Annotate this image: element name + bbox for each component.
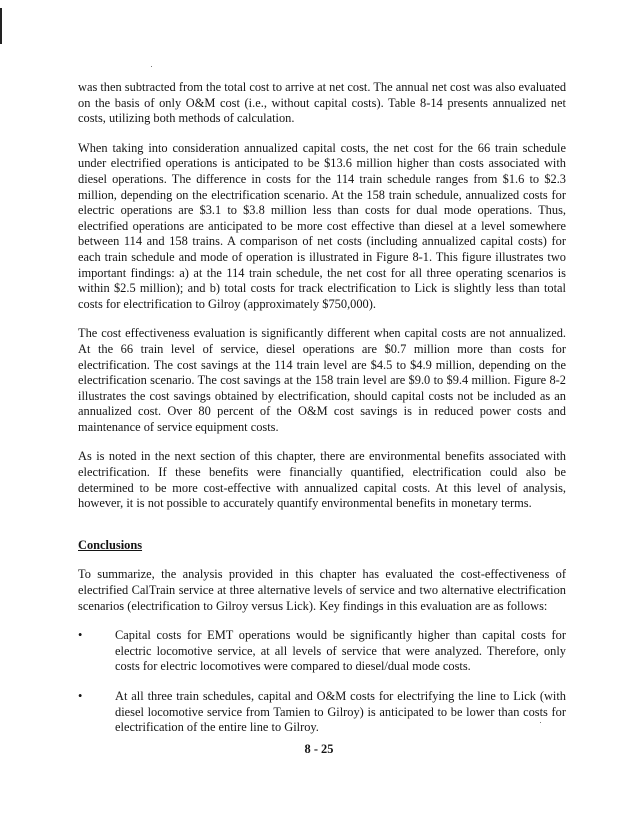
- body-paragraph: When taking into consideration annualized capital costs, the net cost for the 66 train schedule under electrified operations is anticipated to be $13.6 million higher than costs associated with diesel operations. The difference in costs for the 114 train schedule ranges from $1.6 to $2.3 million, depending on the electrification scenario. At the 158 train schedule, annualized costs for electric operations are $3.1 to $3.8 million less than costs for dual mode operations. Thus, electrified operations are anticipated to be more cost effective than diesel at a level somewhere between 114 and 158 trains. A comparison of net costs (including annualized capital costs) for each train schedule and mode of operation is illustrated in Figure 8-1. This figure illustrates two important findings: a) at the 114 train schedule, the net cost for all three operating scenarios is within $2.5 million); and b) total costs for track electrification to Lick is slightly less than total costs for electrification to Gilroy (approximately $750,000).: [78, 140, 566, 311]
- list-item: [78, 689, 566, 736]
- bullet-icon: •: [78, 628, 83, 643]
- list-item-text: Capital costs for EMT operations would be significantly higher than capital costs for electric locomotive service, at all levels of service that were analyzed. Therefore, only costs for electric locomotives were compared to diesel/dual mode costs.: [115, 628, 566, 674]
- bullet-icon: •: [78, 689, 83, 703]
- body-paragraph: was then subtracted from the total cost to arrive at net cost. The annual net cost was also evaluated on the basis of only O&M cost (i.e., without capital costs). Table 8-14 presents annualized net costs, utilizing both methods of calculation.: [78, 80, 567, 126]
- body-paragraph: As is noted in the next section of this chapter, there are environmental benefits associated with electrification. If these benefits were financially quantified, electrification could also be determined to be more cost-effective with annualized capital costs. At this level of analysis, however, it is not possible to accurately quantify environmental benefits in monetary terms.: [78, 449, 566, 511]
- section-heading-conclusions: Conclusions: [78, 537, 143, 552]
- page-number: 8 - 25: [304, 742, 334, 756]
- scan-edge-mark: [0, 8, 2, 44]
- scan-speck: [151, 66, 152, 67]
- findings-list: [78, 628, 566, 736]
- body-paragraph: The cost effectiveness evaluation is significantly different when capital costs are not annualized. At the 66 train level of service, diesel operations are $0.7 million more than costs for electrification. The cost savings at the 114 train level are $4.5 to $4.9 million, depending on the electrification scenario. The cost savings at the 158 train level are $9.0 to $9.4 million. Figure 8-2 illustrates the cost savings obtained by electrification, should capital costs not be included as an annualized cost. Over 80 percent of the O&M cost savings is in reduced power costs and maintenance of service equipment costs.: [78, 326, 566, 434]
- list-item: [78, 628, 566, 675]
- conclusions-intro: To summarize, the analysis provided in this chapter has evaluated the cost-effectiveness of electrified CalTrain service at three alternative levels of service and two alternative electrification scenarios (electrification to Gilroy versus Lick). Key findings in this evaluation are as follows:: [78, 567, 566, 613]
- list-item-text: At all three train schedules, capital and O&M costs for electrifying the line to Lick (with diesel locomotive service from Tamien to Gilroy) is anticipated to be lower than costs for electrification of the entire line to Gilroy.: [115, 689, 566, 735]
- document-body: [78, 80, 566, 750]
